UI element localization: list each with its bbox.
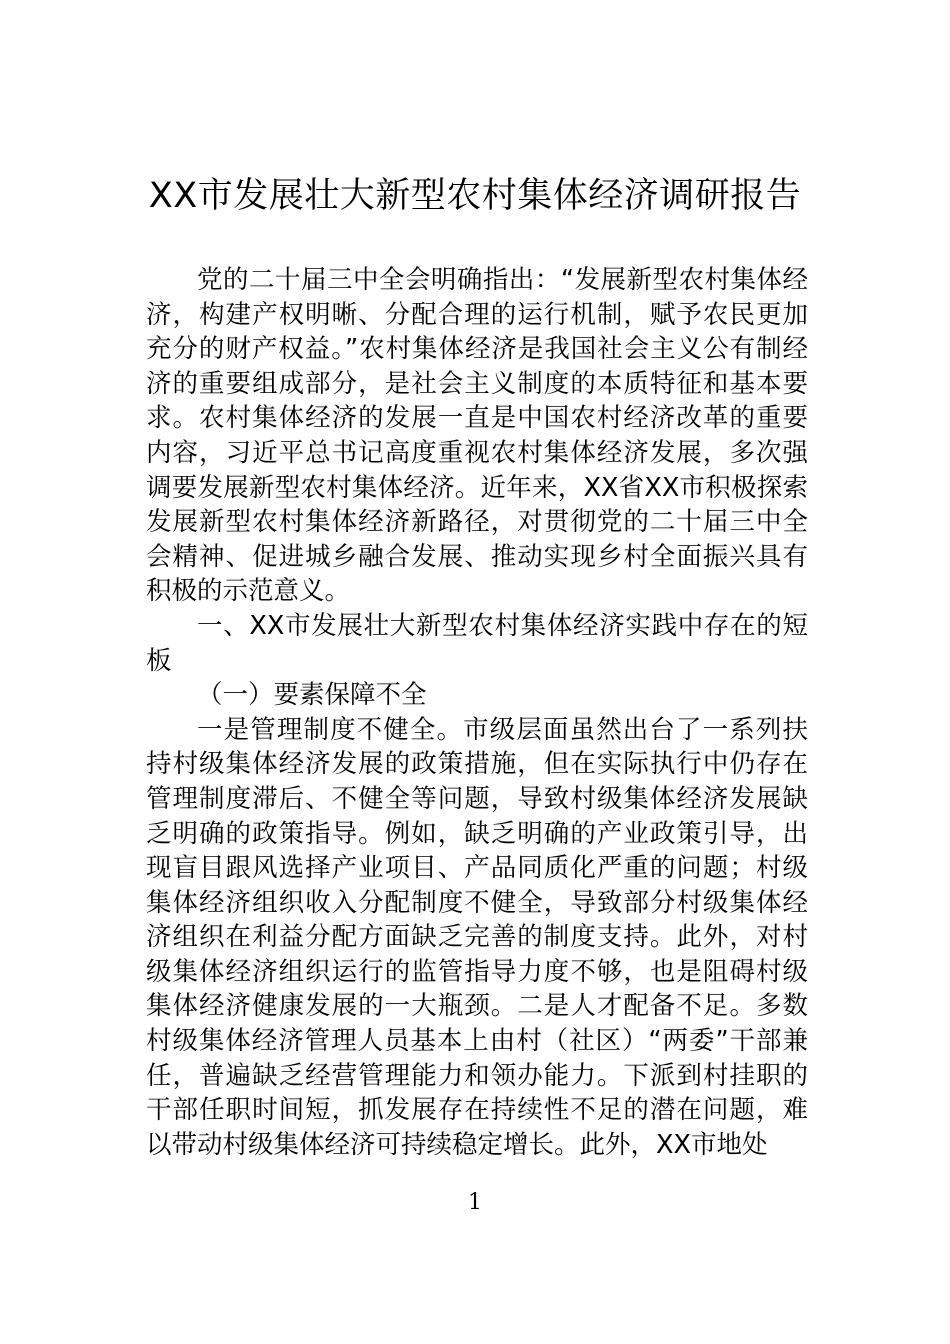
paragraph-intro: 党的二十届三中全会明确指出：“发展新型农村集体经济，构建产权明晰、分配合理的运行机制，赋予农民更加充分的财产权益。”农村集体经济是我国社会主义公有制经济的重要组成部分，是社会主义制度的本质特征和基本要求。农村集体经济的发展一直是中国农村经济改革的重要内容，习近平总书记高度重视农村集体经济发展，多次强调要发展新型农村集体经济。近年来，XX省XX市积极探索发展新型农村集体经济新路径，对贯彻党的二十届三中全会精神、促进城乡融合发展、推动实现乡村全面振兴具有积极的示范意义。 [146, 265, 808, 607]
page-number: 1 [468, 1190, 482, 1215]
document-body [146, 263, 808, 1162]
subsection-heading-1: （一）要素保障不全 [197, 680, 427, 711]
section-heading-1: 一、XX市发展壮大新型农村集体经济实践中存在的短板 [146, 610, 808, 676]
document-title: XX市发展壮大新型农村集体经济调研报告 [148, 176, 802, 216]
paragraph-factor-guarantee: 一是管理制度不健全。市级层面虽然出台了一系列扶持村级集体经济发展的政策措施，但在实际执行中仍存在管理制度滞后、不健全等问题，导致村级集体经济发展缺乏明确的政策指导。例如，缺乏明确的产业政策引导，出现盲目跟风选择产业项目、产品同质化严重的问题；村级集体经济组织收入分配制度不健全，导致部分村级集体经济组织在利益分配方面缺乏完善的制度支持。此外，对村级集体经济组织运行的监管指导力度不够，也是阻碍村级集体经济健康发展的一大瓶颈。二是人才配备不足。多数村级集体经济管理人员基本上由村（社区）“两委”干部兼任，普遍缺乏经营管理能力和领办能力。下派到村挂职的干部任职时间短，抓发展存在持续性不足的潜在问题，难以带动村级集体经济可持续稳定增长。此外，XX市地处 [146, 714, 808, 1160]
